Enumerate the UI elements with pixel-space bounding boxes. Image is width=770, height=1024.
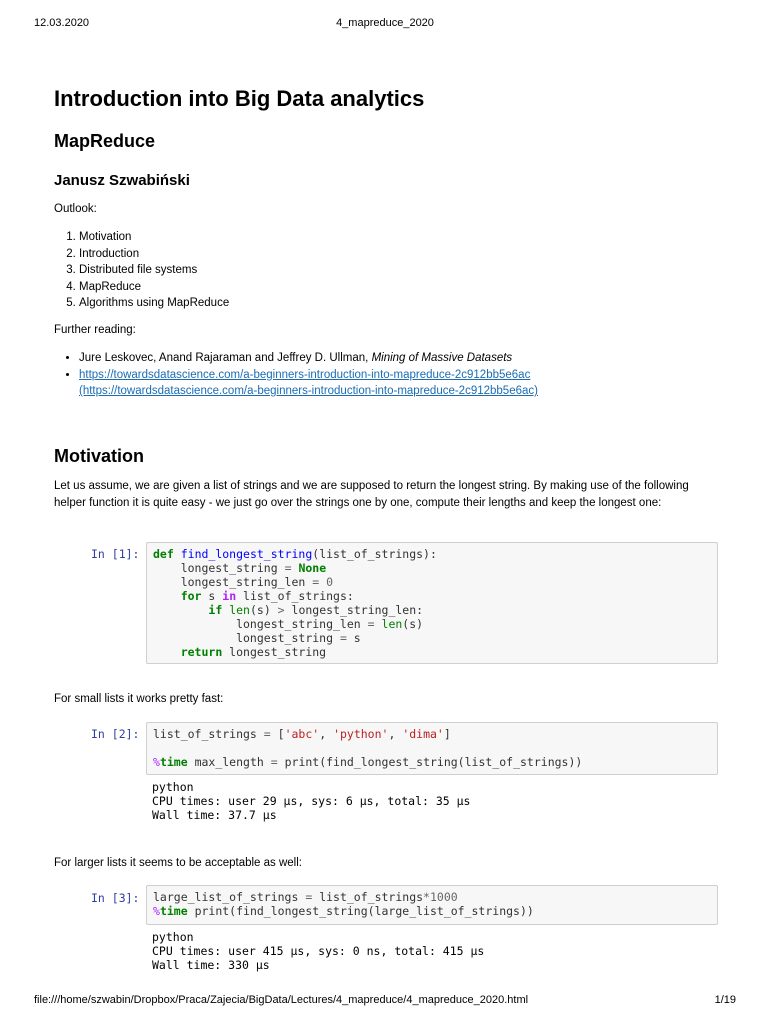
outline-item: 1. Motivation [79,229,229,246]
larger-lists-paragraph: For larger lists it seems to be acceptable as well: [54,857,302,869]
page-subtitle: MapReduce [54,131,156,151]
cell-prompt: In [1]: [91,547,140,561]
reading-list [54,350,538,400]
reading-book-title: Mining of Massive Datasets [371,352,513,364]
outline-item: 2. Introduction [79,246,229,263]
reading-item-book [79,350,538,367]
motivation-paragraph: Let us assume, we are given a list of strings and we are supposed to return the longest string. By making use of the following helper function it is quite easy - we just go over the strings one by one, compute their lengths and keep the longest one: [54,480,689,509]
cell-prompt: In [3]: [91,891,140,905]
section-heading-motivation: Motivation [54,446,144,466]
code-block[interactable]: def find_longest_string(list_of_strings): longest_string = None longest_string_len = 0 for s in list_of_strings: if len(s) > longest_string_len: longest_string_len = len(s) longest_string = s return longest_string [153,547,437,659]
author-name: Janusz Szwabiński [54,172,190,189]
file-path: file:///home/szwabin/Dropbox/Praca/Zajecia/BigData/Lectures/4_mapreduce/4_mapreduce_2020.html [34,994,529,1006]
outlook-label: Outlook: [54,203,97,215]
code-cell[interactable] [146,885,718,925]
code-block[interactable]: list_of_strings = ['abc', 'python', 'dima'] %time max_length = print(find_longest_string(list_of_strings)) [153,727,583,769]
reading-authors: Jure Leskovec, Anand Rajaraman and Jeffrey D. Ullman, [79,352,372,364]
small-lists-paragraph: For small lists it works pretty fast: [54,693,224,705]
cell-output: python CPU times: user 415 µs, sys: 0 ns, total: 415 µs Wall time: 330 µs [152,930,485,972]
article-link[interactable]: https://towardsdatascience.com/a-beginners-introduction-into-mapreduce-2c912bb5e6ac [79,368,531,381]
cell-prompt: In [2]: [91,727,140,741]
print-title: 4_mapreduce_2020 [336,17,434,29]
code-cell[interactable] [146,542,718,664]
outline-item: 5. Algorithms using MapReduce [79,295,229,312]
article-link-full[interactable]: (https://towardsdatascience.com/a-beginners-introduction-into-mapreduce-2c912bb5e6ac) [79,385,538,397]
code-block[interactable]: large_list_of_strings = list_of_strings*1000 %time print(find_longest_string(large_list_of_strings)) [153,890,534,918]
print-date: 12.03.2020 [34,17,90,29]
further-reading-label: Further reading: [54,324,136,336]
cell-output: python CPU times: user 29 µs, sys: 6 µs, total: 35 µs Wall time: 37.7 µs [152,780,471,822]
outline-list [54,229,229,312]
page-title: Introduction into Big Data analytics [54,86,425,111]
outline-item: 4. MapReduce [79,279,229,296]
page-number: 1/19 [714,994,736,1006]
code-cell[interactable] [146,722,718,775]
outline-item: 3. Distributed file systems [79,262,229,279]
reading-item-article [79,367,538,400]
